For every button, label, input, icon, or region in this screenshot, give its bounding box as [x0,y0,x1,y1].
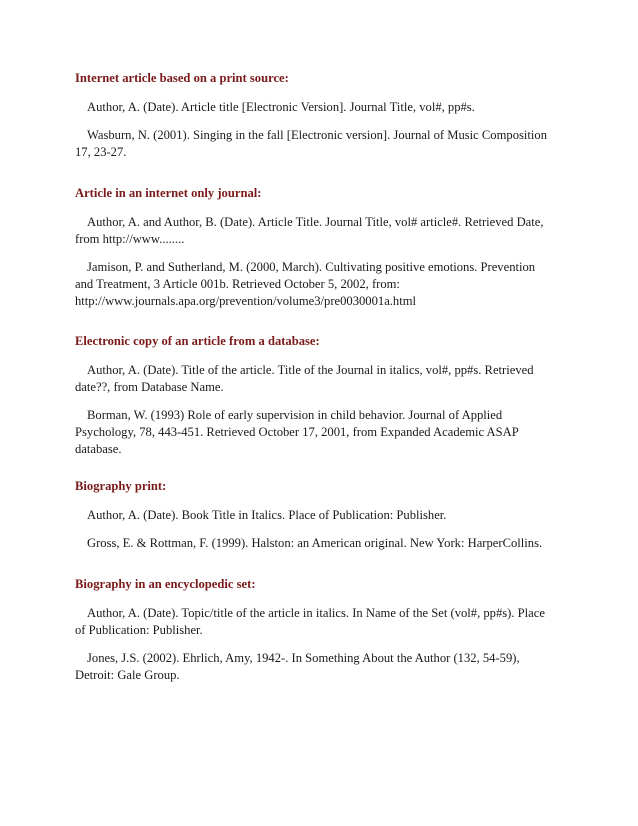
citation-format: Author, A. (Date). Title of the article. Title of the Journal in italics, vol#, pp#s. Retrieved date??, from Database Name. [75,363,534,394]
section-heading: Article in an internet only journal: [75,186,262,200]
citation-example: Borman, W. (1993) Role of early supervision in child behavior. Journal of Applied Psychology, 78, 443-451. Retrieved October 17, 2001, from Expanded Academic ASAP database. [75,408,519,456]
citation-format: Author, A. and Author, B. (Date). Article Title. Journal Title, vol# article#. Retrieved Date, from http://www........ [75,215,544,246]
citation-format: Author, A. (Date). Topic/title of the article in italics. In Name of the Set (vol#, pp#s). Place of Publication: Publisher. [75,606,545,637]
section-internet-print-source [75,70,555,161]
section-heading: Electronic copy of an article from a database: [75,334,320,348]
section-heading: Internet article based on a print source: [75,71,289,85]
section-database-article [75,333,555,458]
citation-example: Gross, E. & Rottman, F. (1999). Halston: an American original. New York: HarperCollins. [87,536,543,550]
section-biography-print [75,478,555,552]
section-heading: Biography print: [75,479,167,493]
citation-format: Author, A. (Date). Article title [Electronic Version]. Journal Title, vol#, pp#s. [87,100,475,114]
section-biography-encyclopedic [75,576,555,684]
section-heading: Biography in an encyclopedic set: [75,577,256,591]
section-internet-only-journal [75,185,555,310]
citation-example: Jones, J.S. (2002). Ehrlich, Amy, 1942-. In Something About the Author (132, 54-59), Detroit: Gale Group. [75,651,520,682]
citation-format: Author, A. (Date). Book Title in Italics. Place of Publication: Publisher. [87,508,447,522]
citation-example: Wasburn, N. (2001). Singing in the fall [Electronic version]. Journal of Music Composition 17, 23-27. [75,128,547,159]
citation-example: Jamison, P. and Sutherland, M. (2000, March). Cultivating positive emotions. Prevention and Treatment, 3 Article 001b. Retrieved October 5, 2002, from: http://www.journals.apa.org/prevention/volume3/pre0030001a.html [75,260,536,308]
